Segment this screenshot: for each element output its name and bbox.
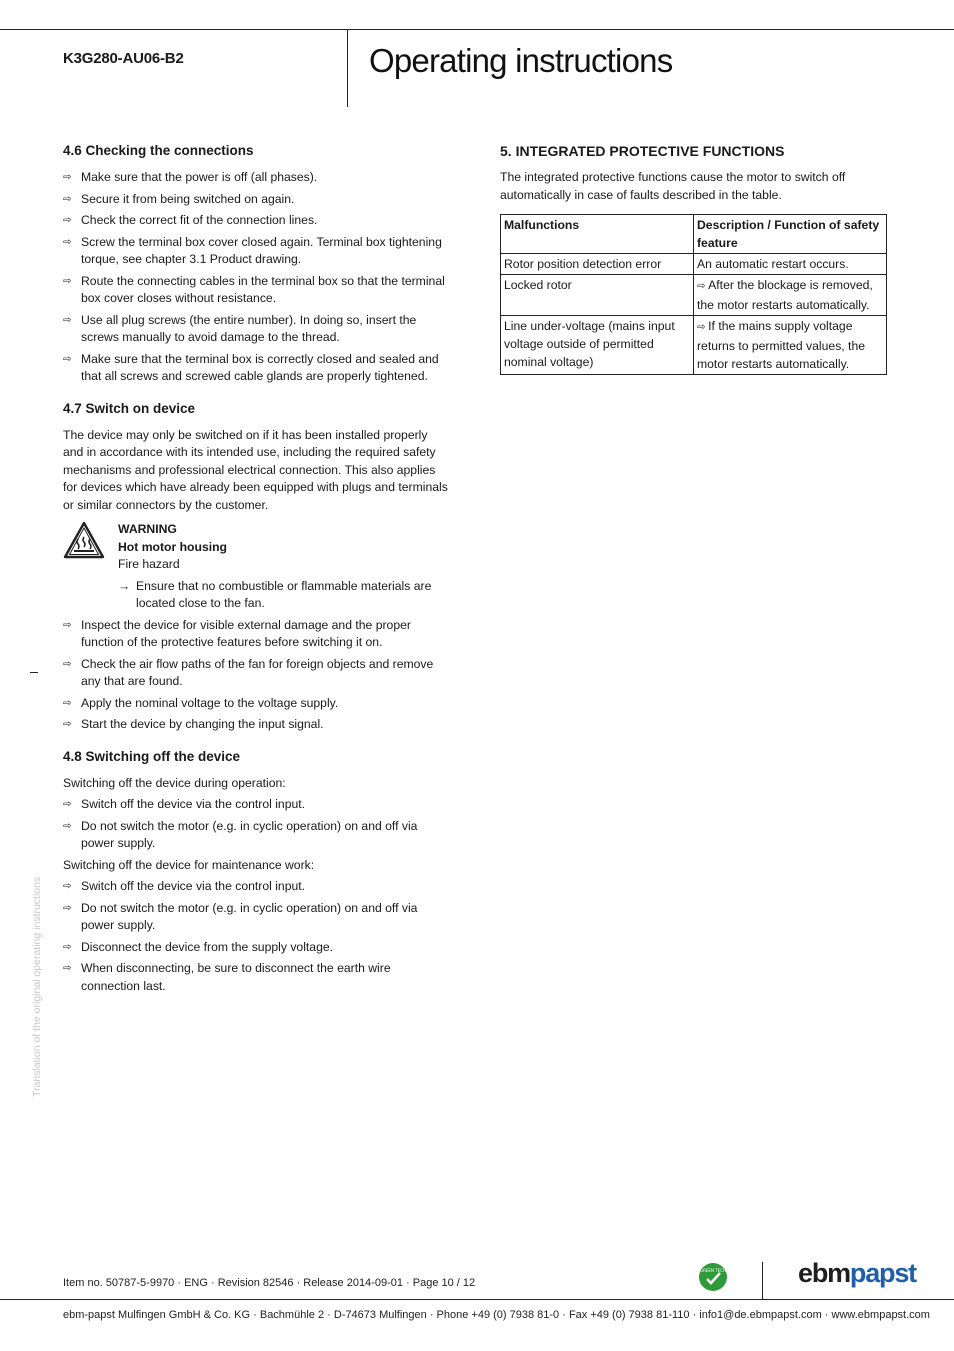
section-4-7-list [63, 617, 451, 734]
list-item: ⇨ Apply the nominal voltage to the voltage supply. [63, 695, 451, 713]
double-arrow-icon: ⇨ [63, 236, 72, 248]
list-item: ⇨ Do not switch the motor (e.g. in cyclic operation) on and off via power supply. [63, 900, 418, 932]
header-top-rule [0, 29, 954, 30]
section-4-6-list [63, 169, 451, 386]
table-header-row [501, 215, 887, 254]
double-arrow-icon: ⇨ [63, 963, 72, 974]
translation-note: Translation of the original operating instructions [31, 876, 43, 1097]
page-title: Operating instructions [369, 42, 673, 79]
company-address: ebm-papst Mulfingen GmbH & Co. KG · Bachmühle 2 · D-74673 Mulfingen · Phone +49 (0) 7938 81-0 · Fax +49 (0) 7938 81-110 · info1@de.ebmpapst.com · www.ebmpapst.com [63, 1309, 930, 1321]
section-5-heading: 5. INTEGRATED PROTECTIVE FUNCTIONS [500, 143, 785, 159]
list-item: ⇨ Route the connecting cables in the terminal box so that the terminal box cover closes without resistance. [63, 273, 445, 305]
double-arrow-icon: ⇨ [63, 314, 72, 326]
greentech-badge-text: GREEN TECH [700, 1268, 726, 1273]
section-4-8-list-operation [63, 796, 451, 853]
table-cell: ⇨ If the mains supply voltage returns to permitted values, the motor restarts automatically. [694, 316, 887, 375]
list-item: ⇨ Inspect the device for visible external damage and the proper function of the protective features before switching it on. [63, 617, 411, 649]
double-arrow-icon: ⇨ [63, 820, 72, 832]
section-4-6-heading: 4.6 Checking the connections [63, 143, 254, 158]
hot-surface-warning-icon [63, 521, 105, 559]
double-arrow-icon: ⇨ [63, 881, 72, 892]
logo-divider [762, 1262, 763, 1300]
warning-box [63, 521, 451, 613]
table-header-cell: Description / Function of safety feature [694, 215, 887, 254]
warning-label: WARNING [118, 522, 177, 536]
double-arrow-icon: ⇨ [63, 799, 72, 810]
table-row [501, 275, 887, 316]
list-item: ⇨ Switch off the device via the control input. [63, 796, 451, 814]
left-column [63, 142, 451, 999]
list-item: ⇨ Disconnect the device from the supply voltage. [63, 939, 451, 957]
table-cell: Locked rotor [501, 275, 694, 316]
double-arrow-icon: ⇨ [63, 941, 72, 953]
double-arrow-icon: ⇨ [63, 215, 72, 226]
list-item: ⇨ Make sure that the terminal box is correctly closed and sealed and that all screws and screwed cable glands are properly tightened. [63, 351, 439, 383]
section-4-8-intro-operation: Switching off the device during operation: [63, 775, 286, 790]
section-4-8-list-maintenance [63, 878, 451, 995]
table-cell: Line under-voltage (mains input voltage outside of permitted nominal voltage) [501, 316, 694, 375]
double-arrow-icon: ⇨ [63, 619, 72, 631]
warning-hazard: Fire hazard [118, 557, 180, 571]
section-4-7-intro: The device may only be switched on if it has been installed properly and in accordance with its intended use, including the required safety mechanisms and professional electrical connection. This also applies for devices which have already been equipped with plugs and terminals or similar connectors by the customer. [63, 427, 448, 512]
warning-action: → Ensure that no combustible or flammable materials are located close to the fan. [118, 578, 432, 610]
list-item: ⇨ Check the correct fit of the connection lines. [63, 212, 451, 230]
double-arrow-icon: ⇨ [697, 281, 709, 292]
model-number: K3G280-AU06-B2 [63, 50, 184, 67]
table-row [501, 316, 887, 375]
list-item: ⇨ Start the device by changing the input signal. [63, 716, 451, 734]
footer-rule [0, 1299, 954, 1300]
double-arrow-icon: ⇨ [63, 697, 72, 709]
list-item: ⇨ Do not switch the motor (e.g. in cyclic operation) on and off via power supply. [63, 818, 418, 850]
right-column [500, 142, 890, 375]
double-arrow-icon: ⇨ [63, 353, 72, 365]
table-cell: An automatic restart occurs. [694, 254, 887, 275]
list-item: ⇨ Switch off the device via the control input. [63, 878, 451, 896]
table-cell: ⇨ After the blockage is removed, the motor restarts automatically. [694, 275, 887, 316]
double-arrow-icon: ⇨ [63, 658, 72, 670]
table-row [501, 254, 887, 275]
double-arrow-icon: ⇨ [697, 322, 709, 333]
double-arrow-icon: ⇨ [63, 275, 72, 287]
section-4-8-heading: 4.8 Switching off the device [63, 748, 241, 764]
list-item: ⇨ Screw the terminal box cover closed again. Terminal box tightening torque, see chapter 3.1 Product drawing. [63, 234, 442, 266]
ebmpapst-logo: ebmpapst [798, 1258, 916, 1288]
list-item: ⇨ Use all plug screws (the entire number). In doing so, insert the screws manually to avoid damage to the thread. [63, 312, 417, 344]
list-item: ⇨ Secure it from being switched on again. [63, 191, 451, 209]
section-4-7-heading: 4.7 Switch on device [63, 400, 196, 416]
list-item: ⇨ Check the air flow paths of the fan for foreign objects and remove any that are found. [63, 656, 434, 688]
right-arrow-icon: → [118, 578, 131, 593]
double-arrow-icon: ⇨ [63, 172, 72, 183]
table-cell: Rotor position detection error [501, 254, 694, 275]
table-header-cell: Malfunctions [501, 215, 694, 254]
warning-title: Hot motor housing [118, 539, 227, 554]
list-item: ⇨ Make sure that the power is off (all phases). [63, 169, 451, 187]
double-arrow-icon: ⇨ [63, 902, 72, 914]
greentech-badge-icon [698, 1262, 728, 1292]
list-item: ⇨ When disconnecting, be sure to disconnect the earth wire connection last. [63, 961, 391, 993]
header-divider [347, 29, 348, 107]
margin-tick [30, 672, 38, 673]
malfunction-table [500, 214, 887, 375]
section-4-8-intro-maintenance: Switching off the device for maintenance work: [63, 857, 315, 872]
double-arrow-icon: ⇨ [63, 193, 72, 205]
item-number: Item no. 50787-5-9970 · ENG · Revision 82546 · Release 2014-09-01 · Page 10 / 12 [63, 1277, 476, 1289]
section-5-intro: The integrated protective functions cause the motor to switch off automatically in case of faults described in the table. [500, 170, 846, 202]
double-arrow-icon: ⇨ [63, 719, 72, 730]
